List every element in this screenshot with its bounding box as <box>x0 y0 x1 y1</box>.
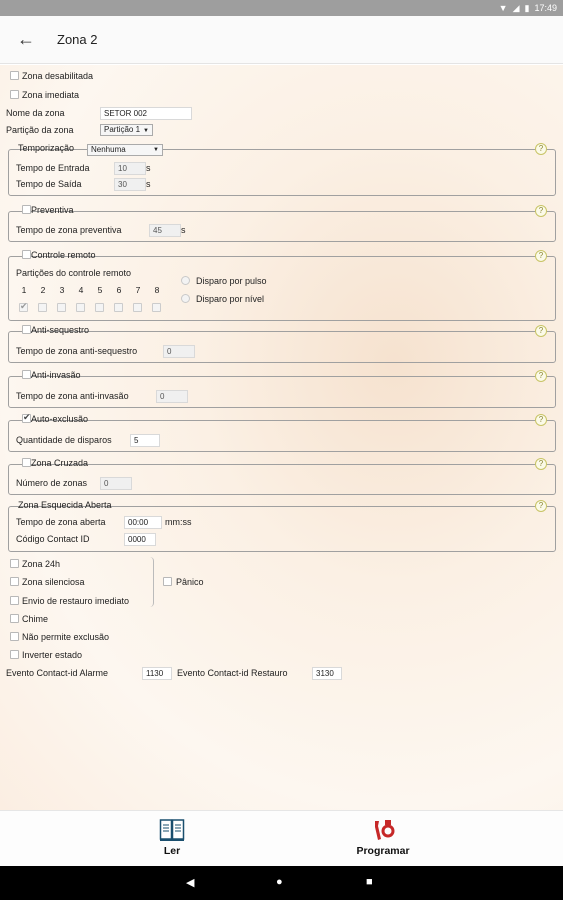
preventive-time-input[interactable]: 45 <box>149 224 181 237</box>
auto-exclusion-group <box>8 414 556 452</box>
remote-control-legend-label: Controle remoto <box>31 250 96 260</box>
tools-icon <box>370 818 396 842</box>
zone-form <box>0 65 563 810</box>
no-exclusion-option[interactable] <box>10 632 109 642</box>
no-sim-icon: ◢ <box>512 3 520 13</box>
forgotten-open-zone-group <box>8 500 556 552</box>
auto-exclusion-legend[interactable] <box>20 414 90 424</box>
remote-control-legend[interactable] <box>20 250 98 260</box>
restore-event-label: Evento Contact-id Restauro <box>177 668 288 678</box>
auto-exclusion-legend-label: Auto-exclusão <box>31 414 89 424</box>
immediate-restore-checkbox[interactable] <box>10 596 19 605</box>
zone-name-input[interactable]: SETOR 002 <box>100 107 192 120</box>
dropdown-arrow-icon: ▼ <box>153 147 159 153</box>
partition-checkbox-8[interactable] <box>152 303 161 312</box>
exit-time-input[interactable]: 30 <box>114 178 146 191</box>
cross-zone-legend-label: Zona Cruzada <box>31 458 89 468</box>
anti-kidnap-legend-label: Anti-sequestro <box>31 325 90 335</box>
partition-checkbox-5[interactable] <box>95 303 104 312</box>
no-exclusion-label: Não permite exclusão <box>22 632 110 642</box>
bottom-navigation <box>0 810 563 866</box>
help-icon[interactable]: ? <box>535 414 547 426</box>
level-trigger-radio[interactable] <box>181 294 190 303</box>
open-time-label: Tempo de zona aberta <box>16 517 106 527</box>
invert-state-label: Inverter estado <box>22 650 83 660</box>
remote-partitions-label: Partições do controle remoto <box>16 268 132 278</box>
back-arrow-icon[interactable]: ← <box>17 29 35 49</box>
partition-number-1: 1 <box>21 285 27 295</box>
timing-select[interactable] <box>87 144 163 156</box>
level-trigger-label: Disparo por nível <box>196 294 265 304</box>
app-bar <box>0 16 563 64</box>
nav-home-icon[interactable]: ● <box>276 876 283 888</box>
help-icon[interactable]: ? <box>535 143 547 155</box>
help-icon[interactable]: ? <box>535 458 547 470</box>
no-exclusion-checkbox[interactable] <box>10 632 19 641</box>
contact-id-label: Código Contact ID <box>16 534 90 544</box>
auto-exclusion-checkbox[interactable] <box>22 414 31 423</box>
zone-immediate-option[interactable] <box>10 90 79 100</box>
dropdown-arrow-icon: ▼ <box>143 128 149 134</box>
open-time-input[interactable]: 00:00 <box>124 516 162 529</box>
anti-intrusion-legend[interactable] <box>20 370 83 380</box>
trigger-count-input[interactable]: 5 <box>130 434 160 447</box>
pulse-trigger-label: Disparo por pulso <box>196 276 267 286</box>
silent-zone-checkbox[interactable] <box>10 577 19 586</box>
invert-state-checkbox[interactable] <box>10 650 19 659</box>
page-title: Zona 2 <box>57 32 98 47</box>
forgotten-open-zone-legend: Zona Esquecida Aberta <box>18 500 112 510</box>
zone-24h-checkbox[interactable] <box>10 559 19 568</box>
zone-disabled-checkbox[interactable] <box>10 71 19 80</box>
wifi-icon: ▼ <box>498 3 508 13</box>
partition-checkbox-1[interactable] <box>19 303 28 312</box>
cross-zone-checkbox[interactable] <box>22 458 31 467</box>
battery-icon: ▮ <box>524 3 530 13</box>
partition-checkbox-2[interactable] <box>38 303 47 312</box>
timing-group <box>8 143 556 196</box>
anti-kidnap-time-label: Tempo de zona anti-sequestro <box>16 346 138 356</box>
immediate-restore-option[interactable] <box>10 596 129 606</box>
anti-intrusion-legend-label: Anti-invasão <box>31 370 81 380</box>
cross-zone-legend[interactable] <box>20 458 90 468</box>
timing-legend-label: Temporização <box>18 143 75 153</box>
silent-zone-option[interactable] <box>10 577 85 587</box>
partition-checkbox-6[interactable] <box>114 303 123 312</box>
level-trigger-option[interactable] <box>181 294 264 304</box>
exit-time-unit: s <box>146 179 151 189</box>
preventive-legend[interactable] <box>20 205 76 215</box>
partition-number-7: 7 <box>135 285 141 295</box>
anti-intrusion-checkbox[interactable] <box>22 370 31 379</box>
zone-count-label: Número de zonas <box>16 478 88 488</box>
help-icon[interactable]: ? <box>535 325 547 337</box>
nav-recents-icon[interactable]: ■ <box>366 876 373 888</box>
partition-checkbox-3[interactable] <box>57 303 66 312</box>
preventive-checkbox[interactable] <box>22 205 31 214</box>
alarm-event-label: Evento Contact-id Alarme <box>6 668 109 678</box>
pulse-trigger-radio[interactable] <box>181 276 190 285</box>
partition-number-6: 6 <box>116 285 122 295</box>
trigger-count-label: Quantidade de disparos <box>16 435 112 445</box>
help-icon[interactable]: ? <box>535 250 547 262</box>
preventive-time-unit: s <box>181 225 186 235</box>
partition-checkbox-4[interactable] <box>76 303 85 312</box>
help-icon[interactable]: ? <box>535 370 547 382</box>
open-time-unit: mm:ss <box>165 517 192 527</box>
preventive-group <box>8 205 556 242</box>
chime-option[interactable] <box>10 614 48 624</box>
contact-id-input[interactable]: 0000 <box>124 533 156 546</box>
anti-intrusion-group <box>8 370 556 408</box>
partition-number-3: 3 <box>59 285 65 295</box>
preventive-legend-label: Preventiva <box>31 205 74 215</box>
entry-time-label: Tempo de Entrada <box>16 163 90 173</box>
zone-disabled-option[interactable] <box>10 71 93 81</box>
zone-partition-label: Partição da zona <box>6 125 74 135</box>
entry-time-unit: s <box>146 163 151 173</box>
zone-name-label: Nome da zona <box>6 108 65 118</box>
anti-kidnap-checkbox[interactable] <box>22 325 31 334</box>
zone-24h-option[interactable] <box>10 559 60 569</box>
chime-checkbox[interactable] <box>10 614 19 623</box>
zone-partition-select[interactable] <box>100 124 153 136</box>
zone-24h-label: Zona 24h <box>22 559 61 569</box>
program-button-label: Programar <box>356 845 410 857</box>
silent-zone-label: Zona silenciosa <box>22 577 85 587</box>
panic-option[interactable] <box>163 577 204 587</box>
entry-time-input[interactable]: 10 <box>114 162 146 175</box>
anti-intrusion-time-input[interactable]: 0 <box>156 390 188 403</box>
zone-immediate-label: Zona imediata <box>22 90 80 100</box>
anti-kidnap-legend[interactable] <box>20 325 91 335</box>
immediate-restore-label: Envio de restauro imediato <box>22 596 130 606</box>
pulse-trigger-option[interactable] <box>181 276 267 286</box>
partition-checkbox-7[interactable] <box>133 303 142 312</box>
zone-disabled-label: Zona desabilitada <box>22 71 94 81</box>
anti-kidnap-time-input[interactable]: 0 <box>163 345 195 358</box>
system-navigation-bar <box>0 866 563 900</box>
partition-number-5: 5 <box>97 285 103 295</box>
panic-checkbox[interactable] <box>163 577 172 586</box>
help-icon[interactable]: ? <box>535 205 547 217</box>
partition-number-2: 2 <box>40 285 46 295</box>
zone-count-input[interactable]: 0 <box>100 477 132 490</box>
partition-number-8: 8 <box>154 285 160 295</box>
status-time: 17:49 <box>534 3 557 13</box>
help-icon[interactable]: ? <box>535 500 547 512</box>
anti-intrusion-time-label: Tempo de zona anti-invasão <box>16 391 129 401</box>
exit-time-label: Tempo de Saída <box>16 179 82 189</box>
invert-state-option[interactable] <box>10 650 82 660</box>
remote-control-group <box>8 250 556 321</box>
chime-label: Chime <box>22 614 49 624</box>
book-icon <box>159 818 185 842</box>
cross-zone-group <box>8 458 556 495</box>
program-button[interactable] <box>283 811 483 867</box>
anti-kidnap-group <box>8 325 556 363</box>
remote-control-checkbox[interactable] <box>22 250 31 259</box>
restore-event-input[interactable]: 3130 <box>312 667 342 680</box>
options-bracket <box>146 557 154 607</box>
zone-immediate-checkbox[interactable] <box>10 90 19 99</box>
nav-back-icon[interactable]: ◀ <box>186 877 195 889</box>
panic-label: Pânico <box>176 577 204 587</box>
status-bar <box>0 0 563 16</box>
timing-legend <box>16 143 76 153</box>
read-button[interactable] <box>72 811 272 867</box>
partition-number-4: 4 <box>78 285 84 295</box>
zone-partition-value: Partição 1 <box>104 125 141 134</box>
preventive-time-label: Tempo de zona preventiva <box>16 225 122 235</box>
read-button-label: Ler <box>163 845 181 857</box>
alarm-event-input[interactable]: 1130 <box>142 667 172 680</box>
timing-select-value: Nenhuma <box>91 145 126 154</box>
